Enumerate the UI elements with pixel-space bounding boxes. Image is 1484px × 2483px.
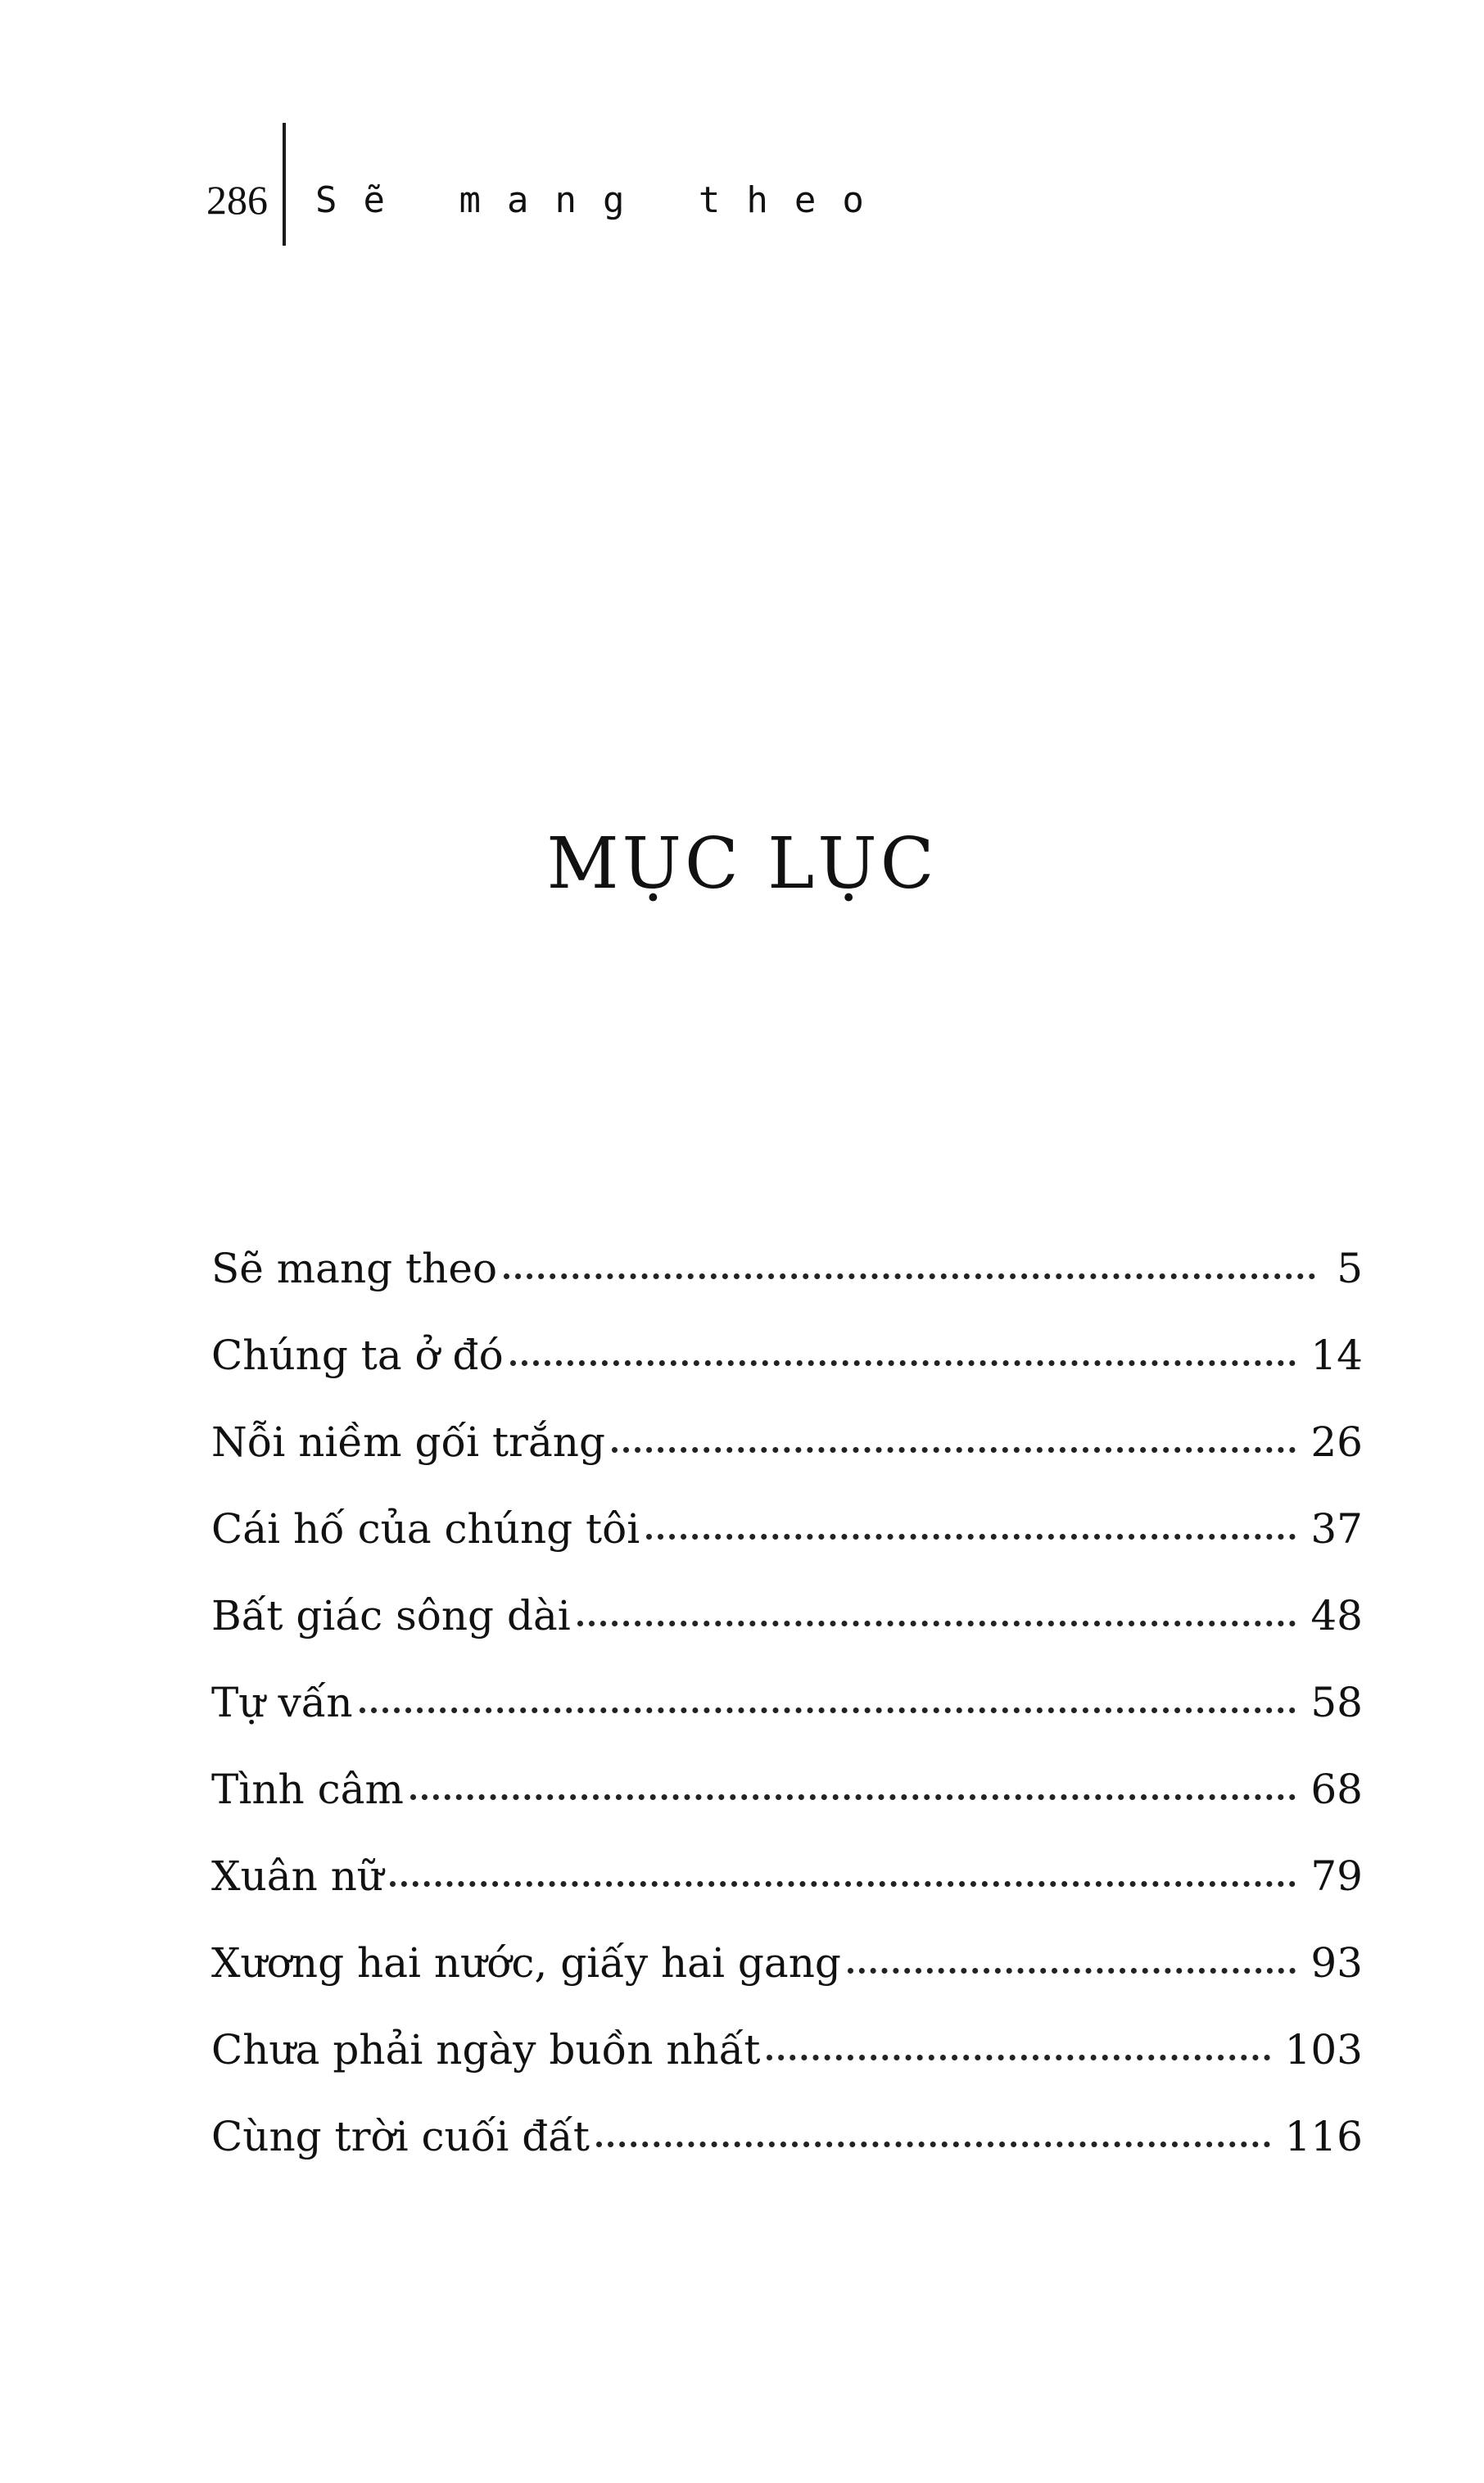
- toc-entry: [211, 1833, 1363, 1920]
- toc-entry: [211, 1312, 1363, 1399]
- toc-entry: [211, 1486, 1363, 1572]
- toc-entry-title: Bất giác sông dài: [211, 1592, 571, 1640]
- toc-entry: [211, 1746, 1363, 1833]
- toc-entry: [211, 2006, 1363, 2093]
- toc-entry-title: Chưa phải ngày buồn nhất: [211, 2026, 761, 2074]
- toc-entry-page: 14: [1310, 1332, 1363, 1379]
- toc-entry: [211, 1225, 1363, 1312]
- dot-leader: [360, 1707, 1296, 1713]
- dot-leader: [510, 1360, 1296, 1366]
- dot-leader: [646, 1534, 1296, 1540]
- toc-entry: [211, 1572, 1363, 1659]
- toc-entry-title: Cái hố của chúng tôi: [211, 1505, 640, 1553]
- toc-entry-page: 79: [1310, 1852, 1363, 1900]
- dot-leader: [612, 1447, 1296, 1453]
- toc-entry-title: Cùng trời cuối đất: [211, 2113, 590, 2160]
- dot-leader: [504, 1273, 1315, 1279]
- toc-entry-page: 58: [1310, 1679, 1363, 1726]
- toc-entry-page: 48: [1310, 1592, 1363, 1640]
- toc-entry-page: 116: [1284, 2113, 1363, 2160]
- toc-heading: MỤC LỤC: [546, 823, 938, 905]
- toc-entry-page: 103: [1284, 2026, 1363, 2074]
- toc-entry-title: Chúng ta ở đó: [211, 1332, 504, 1379]
- dot-leader: [596, 2142, 1270, 2147]
- toc-entry: [211, 1920, 1363, 2006]
- dot-leader: [390, 1881, 1296, 1887]
- running-book-title: Sẽ mang theo: [315, 179, 890, 221]
- toc-entry-page: 37: [1310, 1505, 1363, 1553]
- toc-entry-title: Tự vấn: [211, 1679, 353, 1726]
- toc-entry-title: Xuân nữ: [211, 1852, 384, 1900]
- toc-entry-title: Sẽ mang theo: [211, 1245, 498, 1292]
- toc-entry: [211, 2093, 1363, 2180]
- toc-entry: [211, 1659, 1363, 1746]
- toc-entry-page: 68: [1310, 1766, 1363, 1813]
- dot-leader: [577, 1621, 1296, 1626]
- toc-entry-title: Xương hai nước, giấy hai gang: [211, 1939, 841, 1987]
- running-header: [206, 123, 890, 246]
- toc-entry: [211, 1399, 1363, 1486]
- toc-entry-title: Tình câm: [211, 1766, 404, 1813]
- toc-entry-page: 5: [1337, 1245, 1363, 1292]
- toc-entry-page: 26: [1310, 1418, 1363, 1466]
- dot-leader: [767, 2055, 1269, 2060]
- table-of-contents: [211, 1225, 1363, 2180]
- toc-entry-title: Nỗi niềm gối trắng: [211, 1418, 605, 1466]
- page-number: 286: [206, 177, 268, 223]
- toc-entry-page: 93: [1310, 1939, 1363, 1987]
- dot-leader: [848, 1968, 1296, 1974]
- dot-leader: [410, 1794, 1296, 1800]
